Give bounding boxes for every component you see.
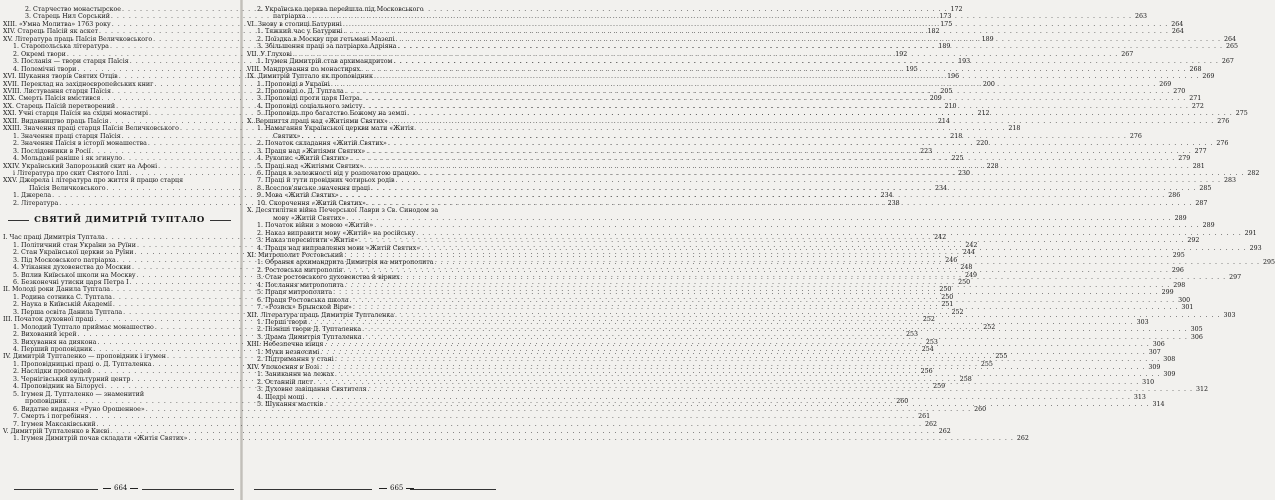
toc-entry-page: 270 <box>1173 87 1186 95</box>
toc-entry <box>247 229 1257 237</box>
toc-entry-title: 1. Ігумен Димитрій почав складати «Житія Святих» <box>13 435 188 443</box>
page-number-right-text: 665 <box>390 484 404 492</box>
toc-leader-dots <box>366 148 1191 155</box>
toc-entry-title: 1. Ігумен Димитрій став архимандритом <box>257 58 393 66</box>
toc-entry-page: 267 <box>1121 50 1134 58</box>
toc-entry <box>247 6 497 13</box>
toc-entry-page: 268 <box>1189 65 1202 73</box>
toc-entry-page: 254 <box>921 346 934 354</box>
toc-entry-title: 2. Підтримання у стані <box>257 356 334 364</box>
toc-entry-page: 192 <box>895 50 908 58</box>
toc-leader-dots <box>335 356 1160 363</box>
toc-entry-title: І. Час праці Димитрія Туптала <box>3 234 105 242</box>
toc-leader-dots <box>367 200 1192 207</box>
toc-entry-page: 295 <box>1262 259 1275 267</box>
toc-entry-page: 175 <box>940 20 953 28</box>
toc-entry-page: 263 <box>1135 13 1148 21</box>
toc-entry-page: 299 <box>1161 289 1174 297</box>
toc-entry-title: 2. Проповіді о. Д. Туптала <box>257 87 344 95</box>
toc-entry-title: 7. Ігумен Максаківський <box>13 420 96 428</box>
toc-entry-title: 5. Проповідь про багатство Божому на землі <box>257 110 407 118</box>
toc-entry-page: 289 <box>1202 222 1215 230</box>
toc-entry-page: 246 <box>945 256 958 264</box>
toc-entry-page: 262 <box>1016 435 1029 443</box>
section-heading-text: СВЯТИЙ ДИМИТРІЙ ТУПТАЛО <box>34 214 205 225</box>
toc-entry-title: X. Вершиття праці над «Житіями Святих» <box>247 117 388 125</box>
toc-entry-title: IV. Димитрій Тупталенко — проповідник і ігумен <box>3 353 166 361</box>
toc-entry-page: 259 <box>933 383 946 391</box>
toc-entry-title: 2. Українська церква перейшла під Московського <box>257 6 424 13</box>
toc-entry-title: 2. Література <box>13 199 59 207</box>
toc-leader-dots <box>395 312 1220 319</box>
toc-entry-title: XXV. Джерела і література про життя й працю старця <box>3 177 184 185</box>
toc-entry-title: 2. Наука в Київській Академії <box>13 301 112 309</box>
toc-entry-title: 1. Початок війни з мовою «Житій» <box>257 222 374 230</box>
toc-entry-title: 6. Праця в залежності від у розпочатою працею <box>257 169 418 177</box>
toc-entry-page: 283 <box>1223 177 1236 185</box>
toc-entry-title: 1. Муки незносимі <box>257 348 320 356</box>
toc-entry-title: 7. Смерть і погребіння <box>13 413 89 421</box>
toc-leader-dots <box>301 133 1126 140</box>
toc-entry-title: 1. Намагання Української церкви мати «Житія <box>257 125 414 133</box>
toc-entry-title: 8. Всеслов'янське значення праці <box>257 184 370 192</box>
toc-entry-page: 228 <box>986 162 999 170</box>
toc-entry-page: 292 <box>1187 237 1200 245</box>
toc-leader-dots <box>188 435 1013 442</box>
toc-entry-title: 2. Поїздка в Москву при гетьмані Мазепі <box>257 35 395 43</box>
toc-entry-title: і Література про скит Святого Іллі <box>13 169 129 177</box>
toc-entry-title: 3. Старець Нил Сорський <box>25 13 110 21</box>
toc-entry-title: ХІІІ. «Умна Молитва» 1763 року <box>3 20 111 28</box>
toc-entry-title: XIV. Старець Паїсій як аскет <box>3 28 99 36</box>
toc-entry-page: 306 <box>1152 341 1165 349</box>
toc-entry-page: 301 <box>1181 304 1194 312</box>
footer-rule-right-a <box>254 489 372 490</box>
toc-entry-page: 230 <box>958 169 971 177</box>
toc-entry-page: 218 <box>950 132 963 140</box>
toc-entry-page: 225 <box>951 155 964 163</box>
toc-entry-title: 4. Праця над виправлення мови «Житій Святих» <box>257 244 421 252</box>
toc-entry-page: 252 <box>922 316 935 324</box>
toc-entry-title: 3. Стан ростовського духовенства й вірних <box>257 274 400 282</box>
toc-entry-title: 1. Обрання архимандрита Димитрія на митрополита <box>257 259 434 267</box>
toc-entry-page: 242 <box>934 234 947 242</box>
toc-entry-page: 210 <box>944 102 957 110</box>
toc-entry-page: 248 <box>960 264 973 272</box>
toc-entry-page: 276 <box>1129 132 1142 140</box>
toc-leader-dots <box>97 421 922 428</box>
toc-entry-title: 1. Тяжкий час у Батурині <box>257 28 343 36</box>
toc-entry-page: 223 <box>920 147 933 155</box>
toc-entry <box>3 428 951 436</box>
toc-entry-page: 271 <box>1189 95 1202 103</box>
toc-entry-title: 4. Утікання духовенства до Москви <box>13 264 131 272</box>
page-number-left <box>100 484 141 492</box>
toc-entry-title: 1. Значення праці старця Паїсія <box>13 132 121 140</box>
toc-entry-page: 244 <box>962 249 975 257</box>
toc-entry-page: 308 <box>1163 356 1176 364</box>
toc-leader-dots <box>396 36 1221 43</box>
toc-entry-page: 262 <box>924 420 937 428</box>
toc-entry-page: 269 <box>1159 80 1172 88</box>
heading-rule-left <box>8 220 29 221</box>
toc-entry-title: 5. Ігумен Д. Тупталенко — знаменитий <box>13 390 145 398</box>
toc-entry-title: 2. Старчество монастырское <box>25 6 122 13</box>
toc-entry-page: 281 <box>1192 162 1205 170</box>
toc-entry-page: 218 <box>1008 125 1021 133</box>
toc-leader-dots <box>393 58 1218 65</box>
toc-leader-dots <box>110 428 935 435</box>
page-number-dash <box>406 488 414 489</box>
toc-leader-dots <box>293 51 1118 58</box>
toc-entry-title: XVI. Шукання творів Святих Отців <box>3 73 118 81</box>
toc-entry-title: 6. Видатне видання «Руно Орошенное» <box>13 405 145 413</box>
toc-leader-dots <box>359 237 1184 244</box>
toc-entry-title: 3. Послідовники в Росії <box>13 147 91 155</box>
toc-entry-page: 189 <box>981 35 994 43</box>
toc-entry-page: 252 <box>983 323 996 331</box>
toc-entry-title: 4. Проповіді соціального змісту <box>257 102 363 110</box>
toc-leader-dots <box>353 304 1178 311</box>
toc-leader-dots <box>122 6 947 13</box>
toc-leader-dots <box>308 319 1133 326</box>
toc-entry-title: 3. Проповіді проти царя Петра <box>257 95 360 103</box>
toc-entry <box>247 125 497 132</box>
toc-entry-page: 291 <box>1244 229 1257 237</box>
toc-entry-page: 314 <box>1152 401 1165 409</box>
toc-entry-title: 7. «Розиск» Брынской Віри» <box>257 304 352 312</box>
page-number-left-text: 664 <box>114 484 128 492</box>
toc-leader-dots <box>343 21 1168 28</box>
toc-leader-dots <box>305 394 1130 401</box>
toc-entry-title: XI. Митрополит Ростовський <box>247 251 344 259</box>
toc-entry-title: XXIII. Значення праці старця Паїсія Величковського <box>3 125 179 133</box>
toc-entry-page: 276 <box>1217 117 1230 125</box>
toc-entry-title: 2. Окремі твори <box>13 50 66 58</box>
toc-entry-page: 251 <box>941 301 954 309</box>
toc-leader-dots <box>350 297 1175 304</box>
toc-leader-dots <box>374 73 1199 80</box>
toc-entry-title: 2. Значення Паїсія в історії монашества <box>13 140 147 148</box>
toc-entry-title: 5. Праця митрополита <box>257 289 333 297</box>
toc-entry-page: 234 <box>934 184 947 192</box>
toc-entry-title: 4. Перший проповідник <box>13 346 93 354</box>
footer-rule-left-b <box>142 489 234 490</box>
toc-entry-title: 1. Заникання на лежах <box>257 371 334 379</box>
toc-entry-title: 1. Проповідницькі праці о. Д. Тупталенка <box>13 360 152 368</box>
toc-entry-page: 267 <box>1221 58 1234 66</box>
toc-entry-page: 200 <box>982 80 995 88</box>
toc-leader-dots <box>398 43 1223 50</box>
toc-entry-title: 1. Старопольська література <box>13 43 109 51</box>
toc-entry-title: 3. Вихування на диякона <box>13 338 97 346</box>
toc-entry-title: 5. Праці над «Житіями Святих» <box>257 162 364 170</box>
toc-entry-title: 6. Праця Ростовська школа <box>257 296 349 304</box>
toc-entry-title: 7. Праці й тути провідних чотирьох родів <box>257 177 395 185</box>
toc-entry-page: 193 <box>958 58 971 66</box>
toc-entry-title: 3. Збільшення праці за патріарха Адріяна <box>257 43 397 51</box>
toc-entry-page: 255 <box>995 353 1008 361</box>
toc-leader-dots <box>368 386 1193 393</box>
toc-entry-title: ІІ. Молоді роки Данила Туптала <box>3 286 110 294</box>
toc-entry-page: 279 <box>1178 155 1191 163</box>
toc-entry-title: 4. Послання митрополита <box>257 281 344 289</box>
toc-leader-dots <box>421 245 1246 252</box>
toc-entry-page: 256 <box>920 368 933 376</box>
toc-leader-dots <box>407 110 1232 117</box>
toc-entry-title: 3. Чернігівський культурний центр <box>13 375 131 383</box>
toc-entry-title: 6. Безконечні утиски царя Петра І <box>13 278 129 286</box>
toc-entry-title: 9. Мова «Житій Святих» <box>257 192 339 200</box>
toc-entry-title: 5. Вплив Київської школи на Москву <box>13 271 136 279</box>
toc-leader-dots <box>333 289 1158 296</box>
toc-leader-dots <box>90 413 915 420</box>
toc-entry-title: XIII. Небезпечна кінця <box>247 341 324 349</box>
toc-entry-title: 3. Наказ пересвітити «Житія» <box>257 237 358 245</box>
toc-entry-page: 250 <box>939 286 952 294</box>
page-number-right <box>376 484 417 492</box>
page-number-dash <box>103 488 111 489</box>
toc-entry-title: мову «Житій Святих» <box>273 214 346 222</box>
toc-entry-title: 1. Джерела <box>13 192 52 200</box>
toc-entry <box>3 391 236 398</box>
toc-leader-dots <box>320 364 1145 371</box>
toc-leader-dots <box>335 371 1160 378</box>
toc-entry-title: XV. Література праць Паїсія Величковського <box>3 35 153 43</box>
toc-leader-dots <box>388 140 1213 147</box>
toc-entry-page: 260 <box>896 398 909 406</box>
toc-entry-title: VIII. Мандрування по монастирях <box>247 65 361 73</box>
toc-leader-dots <box>416 230 1241 237</box>
toc-entry-page: 277 <box>1194 147 1207 155</box>
toc-leader-dots <box>361 66 1186 73</box>
toc-leader-dots <box>371 185 1196 192</box>
toc-entry-title: 2. Ростовська митрополія <box>257 266 343 274</box>
toc-entry-page: 250 <box>958 278 971 286</box>
toc-entry-page: 312 <box>1196 386 1209 394</box>
toc-entry-title: ІІІ. Початок духовної праці <box>3 316 94 324</box>
toc-entry-title: XXI. Учні старця Паїсія на східні монастирі <box>3 110 149 118</box>
toc-entry-title: 4. Проповідник на Білорусі <box>13 383 104 391</box>
toc-entry-title: 3. Духовне завіщання Святителя <box>257 386 367 394</box>
toc-entry-page: 275 <box>1235 110 1248 118</box>
toc-entry-page: 289 <box>1174 214 1187 222</box>
toc-leader-dots <box>363 103 1188 110</box>
toc-entry-page: 260 <box>974 405 987 413</box>
section-heading <box>3 210 236 230</box>
toc-leader-dots <box>345 282 1170 289</box>
toc-entry-page: 212 <box>977 110 990 118</box>
toc-entry-page: 196 <box>947 73 960 81</box>
toc-entry-page: 272 <box>1191 102 1204 110</box>
toc-entry-page: 282 <box>1247 169 1260 177</box>
toc-entry <box>247 214 1187 222</box>
toc-leader-dots <box>362 334 1187 341</box>
toc-leader-dots <box>331 81 1156 88</box>
toc-entry-page: 250 <box>941 293 954 301</box>
toc-entry-page: 258 <box>959 375 972 383</box>
toc-entry-page: 238 <box>887 199 900 207</box>
toc-entry-title: 1. Молодий Туптало приймає монашество <box>13 323 154 331</box>
toc-entry-page: 287 <box>1195 199 1208 207</box>
toc-entry-title: X. Десятилітня війна Печерської Лаври з Св. Синодом за <box>247 207 439 215</box>
toc-entry-page: 285 <box>1199 184 1212 192</box>
toc-entry-title: 10. Скорочення «Житій Святих» <box>257 199 366 207</box>
toc-leader-dots <box>401 271 1226 281</box>
toc-entry-title: 2. Вихований ієрей <box>13 331 77 339</box>
toc-leader-dots <box>346 215 1171 222</box>
toc-entry-page: 276 <box>1216 140 1229 148</box>
toc-leader-dots <box>389 118 1214 125</box>
toc-leader-dots <box>364 163 1189 170</box>
toc-entry-title: XXII. Видавництво праць Паїсія <box>3 117 109 125</box>
toc-entry-title: 1. Перші твори <box>257 319 308 327</box>
toc-entry-page: 262 <box>938 428 951 436</box>
toc-leader-dots <box>344 252 1169 259</box>
toc-entry-title: 1. Проповіді в Україні <box>257 80 330 88</box>
toc-entry-title: XXIV. Український Запорозький скит на Афоні <box>3 162 158 170</box>
toc-entry <box>3 177 236 184</box>
toc-leader-dots <box>324 338 1149 348</box>
toc-entry-title: VI. Знову в столиці Батурині <box>247 20 342 28</box>
toc-entry-title: XVIII. Листування старця Паїсія <box>3 87 111 95</box>
toc-leader-dots <box>345 88 1170 95</box>
toc-entry-page: 195 <box>905 65 918 73</box>
toc-entry-page: 300 <box>1178 296 1191 304</box>
toc-entry-title: XIX. Смерть Паїсія вмістився <box>3 95 101 103</box>
toc-entry-title: 2. Наказ виправити мову «Житій» на російську <box>257 229 416 237</box>
toc-entry-page: 265 <box>1225 43 1238 51</box>
toc-entry-title: патріарха <box>273 13 306 21</box>
toc-entry <box>3 420 937 428</box>
toc-entry-page: 261 <box>918 413 931 421</box>
toc-leader-dots <box>340 192 1165 199</box>
toc-leader-dots <box>361 95 1186 102</box>
toc-entry-page: 253 <box>925 338 938 346</box>
toc-leader-dots <box>374 222 1199 229</box>
toc-entry <box>247 177 1236 185</box>
toc-entry-title: 2. Стан Української церкви за Руїни <box>13 249 134 257</box>
toc-entry-title: 2. Початок складання «Житій Святих» <box>257 140 387 148</box>
toc-entry-page: 293 <box>1249 244 1262 252</box>
page-number-dash <box>130 488 138 489</box>
toc-entry <box>247 393 1146 401</box>
toc-entry-page: 173 <box>939 13 952 21</box>
heading-rule-right <box>210 220 231 221</box>
toc-leader-dots <box>396 177 1221 184</box>
toc-entry <box>247 222 1215 230</box>
toc-entry-page: 255 <box>980 360 993 368</box>
toc-entry-page: 307 <box>1148 348 1161 356</box>
toc-entry-page: 182 <box>927 28 940 36</box>
toc-leader-dots <box>343 267 1168 274</box>
toc-leader-dots <box>419 170 1244 177</box>
footer-rule-left-a <box>14 489 98 490</box>
toc-entry-title: Паїсія Величковського <box>29 184 106 192</box>
toc-entry-title: Святих» <box>273 132 301 140</box>
toc-entry-title: XIV. Упокоєння в Бозі <box>247 363 319 371</box>
toc-entry-page: 269 <box>1202 73 1215 81</box>
toc-leader-dots <box>350 155 1175 162</box>
toc-entry-page: 205 <box>940 87 953 95</box>
toc-entry-page: 309 <box>1148 363 1161 371</box>
toc-entry-title: 5. Шукання мастків <box>257 401 324 409</box>
toc-entry-title: XVII. Переклад на західноєвропейських книг <box>3 80 154 88</box>
toc-entry <box>247 207 497 214</box>
toc-entry <box>3 413 931 421</box>
toc-entry-page: 303 <box>1136 319 1149 327</box>
toc-entry-title: 4. Мольдавії раніше і як згинуло <box>13 155 123 163</box>
toc-entry-page: 252 <box>951 308 964 316</box>
toc-entry-page: 220 <box>976 140 989 148</box>
toc-entry-title: 4. Рукопис «Житій Святих» <box>257 155 349 163</box>
toc-entry-page: 242 <box>965 241 978 249</box>
toc-entry-page: 286 <box>1168 192 1181 200</box>
toc-entry-title: 3. Під Московського патріарха <box>13 256 116 264</box>
toc-entry-page: 209 <box>929 95 942 103</box>
toc-entry-page: 313 <box>1133 393 1146 401</box>
toc-entry-page: 298 <box>1173 281 1186 289</box>
page-number-dash <box>379 488 387 489</box>
toc-leader-dots <box>435 256 1260 266</box>
toc-entry-title: 1. Політичний стан України за Руїни <box>13 241 136 249</box>
toc-leader-dots <box>314 379 1139 386</box>
toc-entry-title: 3. Перша освіта Данила Туптала <box>13 308 123 316</box>
toc-entry-title: XII. Література праць Димитрія Тупталенка <box>247 311 395 319</box>
toc-entry-title: VII. У Глухові <box>247 50 292 58</box>
toc-entry-page: 264 <box>1171 28 1184 36</box>
toc-entry <box>3 435 1029 443</box>
toc-entry-title: 4. Щедрі мощі <box>257 393 305 401</box>
toc-entry-page: 249 <box>965 271 978 279</box>
toc-entry-title: 3. Праця над «Житіями Святих» <box>257 147 366 155</box>
footer-rule-right-b <box>410 489 496 490</box>
toc-entry-title: XX. Старець Паїсій перетворений <box>3 102 116 110</box>
toc-entry-page: 264 <box>1171 20 1184 28</box>
toc-entry-page: 253 <box>905 331 919 339</box>
toc-entry-page: 172 <box>950 6 963 13</box>
toc-leader-dots <box>324 401 1149 408</box>
toc-entry-page: 264 <box>1224 35 1237 43</box>
toc-entry-page: 214 <box>937 117 950 125</box>
toc-entry-page: 234 <box>880 192 893 200</box>
toc-entry-title: V. Димитрій Тупталенко в Києві <box>3 428 110 436</box>
toc-entry-page: 189 <box>938 43 951 51</box>
toc-entry-page: 295 <box>1172 251 1185 259</box>
toc-entry-page: 305 <box>1190 326 1203 334</box>
toc-leader-dots <box>343 28 1168 35</box>
toc-entry-title: 3. Посланія — твори старця Паїсія <box>13 58 129 66</box>
toc-entry-page: 303 <box>1223 311 1236 319</box>
toc-entry-title: IX. Димитрій Туптало як проповідник <box>247 73 373 81</box>
toc-entry-title: 2. Останній лист <box>257 378 313 386</box>
toc-entry-page: 310 <box>1142 378 1155 386</box>
toc-entry-page: 296 <box>1171 266 1184 274</box>
toc-entry-title: 3. Драма Димитрія Тупталенка <box>257 333 362 341</box>
toc-entry-title: 2. Наслідки проповідей <box>13 368 92 376</box>
toc-leader-dots <box>307 13 1132 20</box>
toc-entry-page: 306 <box>1190 333 1203 341</box>
toc-entry-title: 1. Родина сотника С. Туптала <box>13 293 112 301</box>
toc-entry-title: 2. Пізніші твори Д. Тупталенка <box>257 326 362 334</box>
toc-entry-title: 4. Полемічні твори <box>13 65 77 73</box>
toc-leader-dots <box>320 349 1145 356</box>
toc-entry-page: 309 <box>1163 371 1176 379</box>
toc-entry-title: проповідник <box>25 398 67 406</box>
toc-entry-page: 297 <box>1229 274 1242 282</box>
